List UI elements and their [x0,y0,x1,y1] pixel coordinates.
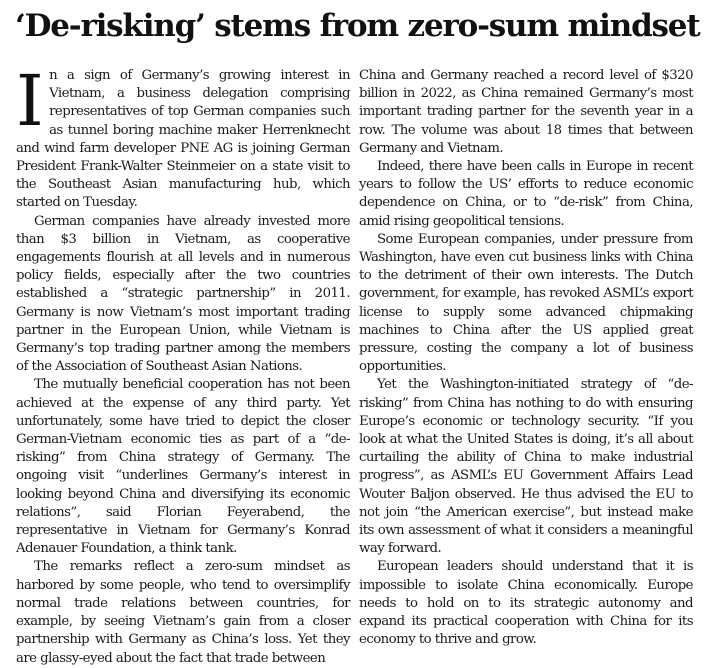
body-paragraph: Indeed, there have been calls in Europe in recent years to follow the US’ efforts to reduce economic dependence on China, or to “de-risk” from China, amid rising geopolitical tensions. [359,159,693,229]
body-paragraph: German companies have already invested more than $3 billion in Vietnam, as cooperative engagements flourish at all levels and in numerous policy fields, especially after the two countries established a “strategic partnership” in 2011. Germany is now Vietnam’s most important trading partner in the European Union, while Vietnam is Germany’s top trading partner among the members of the Association of Southeast Asian Nations. [16,213,350,375]
body-paragraph: The mutually beneficial cooperation has not been achieved at the expense of any third party. Yet unfortunately, some have tried to depict the closer German-Vietnam economic ties as part of a “de-risking” from China strategy of Germany. The ongoing visit “underlines Germany’s interest in looking beyond China and diversifying its economic relations”, said Florian Feyerabend, the representative in Vietnam for Germany’s Konrad Adenauer Foundation, a think tank. [16,377,350,557]
body-paragraph: Yet the Washington-initiated strategy of “de-risking” from China has nothing to do with ensuring Europe’s economic or technology security. “If you look at what the United States is doing, it’s all about curtailing the ability of China to make industrial progress”, as ASML’s EU Government Affairs Lead Wouter Baljon observed. He thus advised the EU to not join “the American exercise”, but instead make its own assessment of what it considers a meaningful way forward. [359,377,693,557]
left-column [16,60,350,668]
drop-cap: I [16,60,44,142]
body-paragraph: The remarks reflect a zero-sum mindset as harbored by some people, who tend to oversimplify normal trade relations between countries, for example, by seeing Vietnam’s gain from a closer partnership with Germany as China’s loss. Yet they are glassy-eyed about the fact that trade between [16,559,350,666]
continued-paragraph: China and Germany reached a record level of $320 billion in 2022, as China remained Germany’s most important trading partner for the seventh year in a row. The volume was about 18 times that between Germany and Vietnam. [359,68,693,156]
article-headline: ‘De-risking’ stems from zero-sum mindset [15,8,700,44]
body-paragraph: European leaders should understand that it is impossible to isolate China economically. Europe needs to hold on to its strategic autonomy and expand its practical cooperation with China for its economy to thrive and grow. [359,559,693,648]
right-column [359,67,693,650]
lead-paragraph-text: n a sign of Germany’s growing interest in Vietnam, a business delegation comprising representatives of top German companies such as tunnel boring machine maker Herrenknecht and wind farm developer PNE AG is joining German President Frank-Walter Steinmeier on a state visit to the Southeast Asian manufacturing hub, which started on Tuesday. [16,68,350,211]
lead-paragraph [16,60,350,213]
body-paragraph: Some European companies, under pressure from Washington, have even cut business links with China to the detriment of their own interests. The Dutch government, for example, has revoked ASML’s export license to supply some advanced chipmaking machines to China after the US applied great pressure, costing the company a lot of business opportunities. [359,231,693,375]
